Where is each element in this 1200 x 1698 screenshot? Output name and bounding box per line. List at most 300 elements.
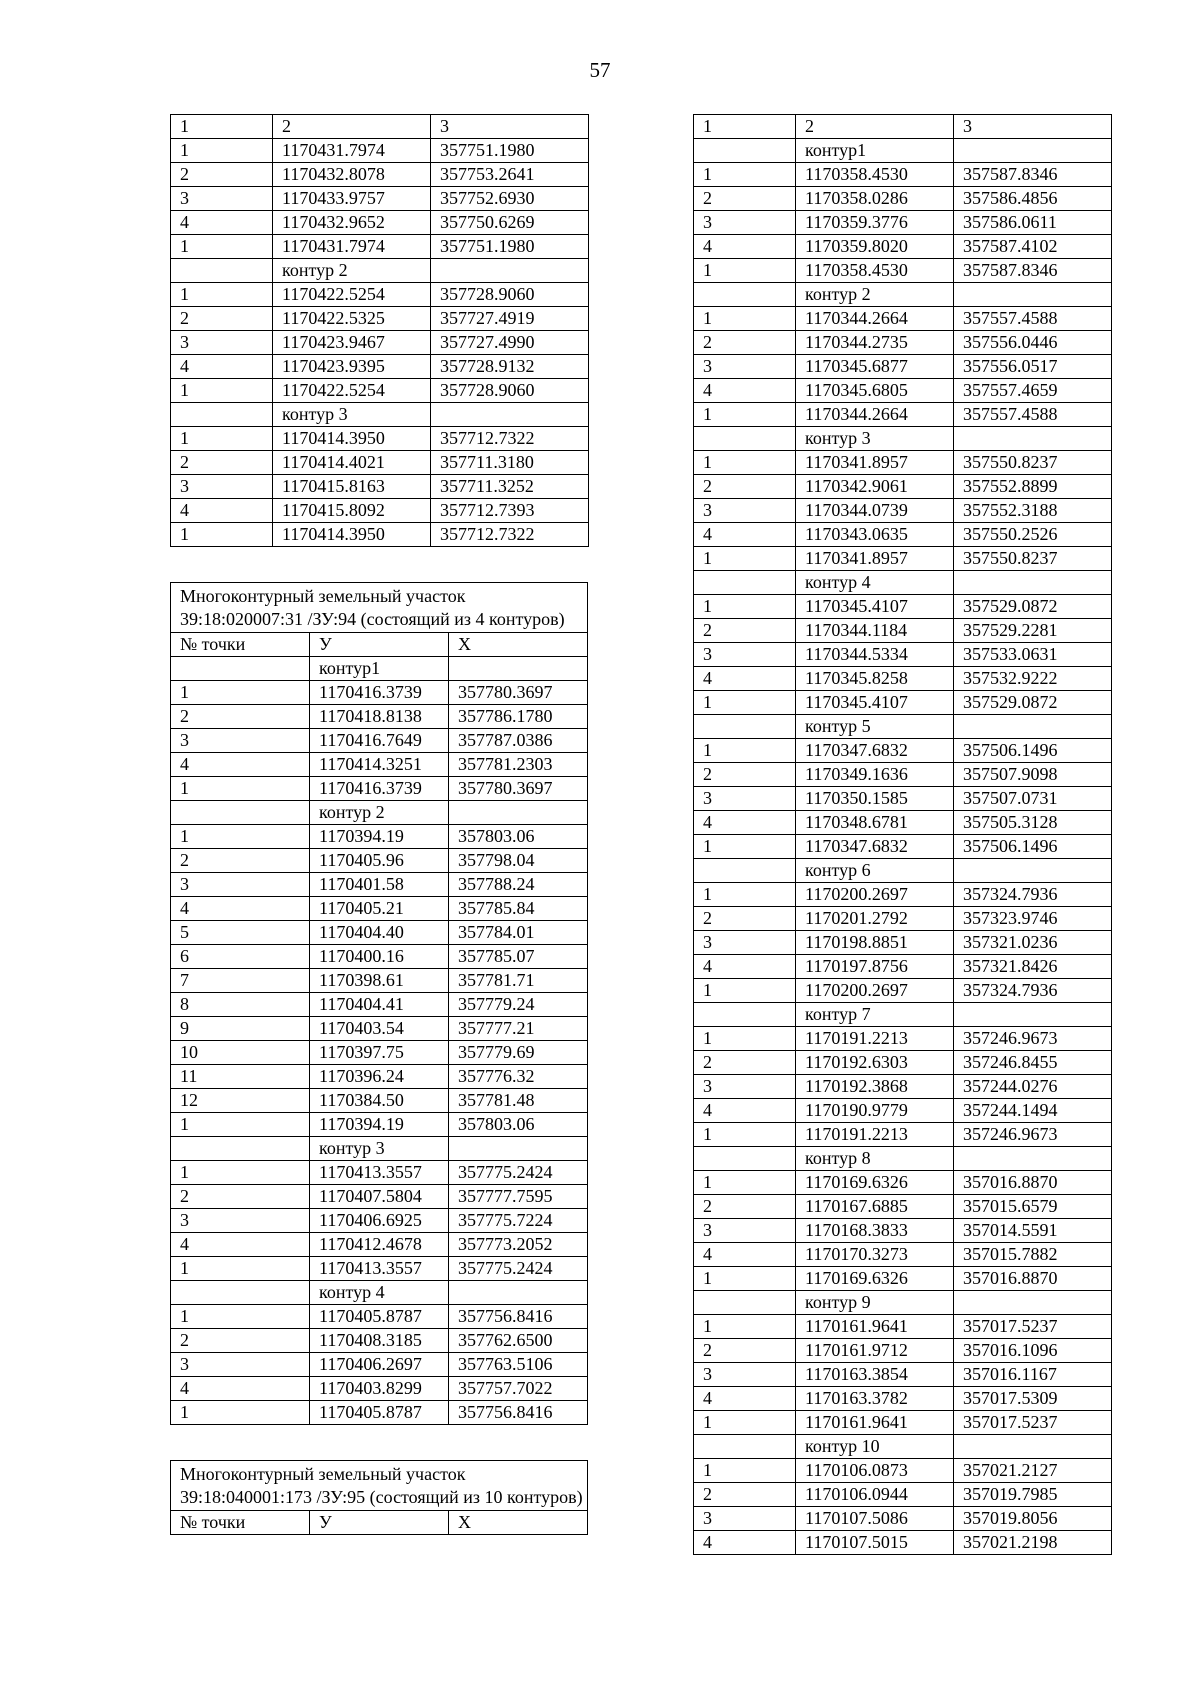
point-number-cell: 1 [171, 681, 310, 705]
y-coordinate-cell: 1170163.3782 [796, 1387, 954, 1411]
table-row [694, 1435, 1112, 1459]
y-coordinate-cell: контур1 [796, 139, 954, 163]
x-coordinate-cell [954, 1147, 1112, 1171]
x-coordinate-cell: 357506.1496 [954, 739, 1112, 763]
x-coordinate-cell: 357015.7882 [954, 1243, 1112, 1267]
point-number-cell: 1 [171, 1113, 310, 1137]
y-coordinate-cell: 1170408.3185 [310, 1329, 449, 1353]
y-coordinate-cell: У [310, 1511, 449, 1535]
y-coordinate-cell: 1170197.8756 [796, 955, 954, 979]
y-coordinate-cell: 1170344.2664 [796, 403, 954, 427]
table-row [171, 1113, 588, 1137]
point-number-cell: 1 [171, 1257, 310, 1281]
y-coordinate-cell: 1170347.6832 [796, 739, 954, 763]
point-number-cell [171, 1137, 310, 1161]
y-coordinate-cell: контур 2 [273, 259, 431, 283]
x-coordinate-cell [954, 571, 1112, 595]
x-coordinate-cell: 357323.9746 [954, 907, 1112, 931]
point-number-cell: 1 [694, 1459, 796, 1483]
point-number-cell: 1 [171, 115, 273, 139]
table-row [694, 427, 1112, 451]
x-coordinate-cell: 357321.8426 [954, 955, 1112, 979]
point-number-cell: 1 [694, 163, 796, 187]
point-number-cell [171, 657, 310, 681]
point-number-cell: 4 [694, 523, 796, 547]
y-coordinate-cell: 1170167.6885 [796, 1195, 954, 1219]
point-number-cell: 1 [171, 139, 273, 163]
x-coordinate-cell: 357785.07 [449, 945, 588, 969]
x-coordinate-cell: 3 [431, 115, 589, 139]
y-coordinate-cell: 1170192.3868 [796, 1075, 954, 1099]
table-row [694, 1243, 1112, 1267]
x-coordinate-cell: 357756.8416 [449, 1401, 588, 1425]
y-coordinate-cell: контур 4 [310, 1281, 449, 1305]
point-number-cell: 2 [171, 163, 273, 187]
x-coordinate-cell: 357728.9060 [431, 379, 589, 403]
y-coordinate-cell: 1170161.9712 [796, 1339, 954, 1363]
point-number-cell [171, 1281, 310, 1305]
x-coordinate-cell: 3 [954, 115, 1112, 139]
y-coordinate-cell: 1170414.3950 [273, 523, 431, 547]
x-coordinate-cell: 357557.4588 [954, 403, 1112, 427]
x-coordinate-cell [431, 259, 589, 283]
x-coordinate-cell [954, 1003, 1112, 1027]
table-row [694, 547, 1112, 571]
x-coordinate-cell: 357773.2052 [449, 1233, 588, 1257]
y-coordinate-cell: 1170169.6326 [796, 1171, 954, 1195]
y-coordinate-cell: 1170358.4530 [796, 163, 954, 187]
point-number-cell: 2 [171, 307, 273, 331]
x-coordinate-cell: 357756.8416 [449, 1305, 588, 1329]
table-row [694, 1363, 1112, 1387]
point-number-cell: 9 [171, 1017, 310, 1041]
table-row [694, 1123, 1112, 1147]
table-caption-row [171, 583, 588, 633]
x-coordinate-cell [954, 715, 1112, 739]
y-coordinate-cell: контур 4 [796, 571, 954, 595]
y-coordinate-cell: контур 3 [273, 403, 431, 427]
point-number-cell [694, 715, 796, 739]
page-number: 57 [589, 58, 611, 82]
point-number-cell: 1 [694, 739, 796, 763]
y-coordinate-cell: 1170418.8138 [310, 705, 449, 729]
x-coordinate-cell: 357803.06 [449, 825, 588, 849]
point-number-cell: 1 [694, 451, 796, 475]
y-coordinate-cell: 1170404.40 [310, 921, 449, 945]
table-row [171, 681, 588, 705]
table-row [694, 403, 1112, 427]
y-coordinate-cell: контур 8 [796, 1147, 954, 1171]
x-coordinate-cell: 357780.3697 [449, 681, 588, 705]
point-number-cell: 1 [694, 883, 796, 907]
table-row [171, 499, 589, 523]
point-number-cell: 3 [171, 873, 310, 897]
point-number-cell: 3 [694, 1219, 796, 1243]
x-coordinate-cell: 357321.0236 [954, 931, 1112, 955]
y-coordinate-cell: контур 9 [796, 1291, 954, 1315]
point-number-cell [694, 139, 796, 163]
y-coordinate-cell: 1170198.8851 [796, 931, 954, 955]
point-number-cell: 1 [694, 403, 796, 427]
x-coordinate-cell: 357712.7393 [431, 499, 589, 523]
point-number-cell: 4 [694, 955, 796, 979]
point-number-cell: 2 [171, 451, 273, 475]
x-coordinate-cell: 357586.4856 [954, 187, 1112, 211]
point-number-cell: 1 [694, 1123, 796, 1147]
y-coordinate-cell: 1170168.3833 [796, 1219, 954, 1243]
point-number-cell: 1 [694, 691, 796, 715]
point-number-cell: 2 [171, 705, 310, 729]
point-number-cell: 8 [171, 993, 310, 1017]
table-row [694, 451, 1112, 475]
table-row [171, 283, 589, 307]
table-row [171, 1377, 588, 1401]
table-header-row [171, 115, 589, 139]
y-coordinate-cell: 1170344.2735 [796, 331, 954, 355]
y-coordinate-cell: 1170405.8787 [310, 1305, 449, 1329]
table-row [694, 1003, 1112, 1027]
x-coordinate-cell: 357550.8237 [954, 547, 1112, 571]
point-number-cell: 3 [171, 1353, 310, 1377]
y-coordinate-cell: 1170345.6805 [796, 379, 954, 403]
y-coordinate-cell: 1170344.1184 [796, 619, 954, 643]
y-coordinate-cell: контур 7 [796, 1003, 954, 1027]
y-coordinate-cell: 1170347.6832 [796, 835, 954, 859]
point-number-cell: 2 [694, 763, 796, 787]
x-coordinate-cell: 357014.5591 [954, 1219, 1112, 1243]
y-coordinate-cell: 1170341.8957 [796, 547, 954, 571]
table-row [694, 1099, 1112, 1123]
x-coordinate-cell: 357557.4588 [954, 307, 1112, 331]
point-number-cell: 3 [171, 331, 273, 355]
point-number-cell: 1 [171, 1305, 310, 1329]
table-header-row [171, 1511, 588, 1535]
y-coordinate-cell: 1170344.0739 [796, 499, 954, 523]
x-coordinate-cell: 357712.7322 [431, 427, 589, 451]
x-coordinate-cell: 357803.06 [449, 1113, 588, 1137]
x-coordinate-cell: 357244.0276 [954, 1075, 1112, 1099]
table-row [171, 825, 588, 849]
y-coordinate-cell: 1170350.1585 [796, 787, 954, 811]
table-row [171, 801, 588, 825]
table-row [171, 451, 589, 475]
x-coordinate-cell: 357781.2303 [449, 753, 588, 777]
table-row [694, 1027, 1112, 1051]
x-coordinate-cell: 357711.3252 [431, 475, 589, 499]
table-row [694, 1483, 1112, 1507]
point-number-cell: 1 [171, 379, 273, 403]
table-row [171, 235, 589, 259]
point-number-cell: 1 [694, 1411, 796, 1435]
y-coordinate-cell: 1170192.6303 [796, 1051, 954, 1075]
point-number-cell: 12 [171, 1089, 310, 1113]
point-number-cell: 3 [694, 1363, 796, 1387]
table-row [171, 331, 589, 355]
y-coordinate-cell: 1170163.3854 [796, 1363, 954, 1387]
point-number-cell: 1 [171, 523, 273, 547]
point-number-cell: 1 [694, 835, 796, 859]
table-row [694, 331, 1112, 355]
y-coordinate-cell: 1170107.5015 [796, 1531, 954, 1555]
x-coordinate-cell: 357587.8346 [954, 163, 1112, 187]
point-number-cell: 3 [171, 729, 310, 753]
y-coordinate-cell: 1170403.8299 [310, 1377, 449, 1401]
x-coordinate-cell: 357712.7322 [431, 523, 589, 547]
x-coordinate-cell: 357552.3188 [954, 499, 1112, 523]
x-coordinate-cell: 357507.9098 [954, 763, 1112, 787]
x-coordinate-cell: 357750.6269 [431, 211, 589, 235]
table-row [694, 787, 1112, 811]
table-row [694, 283, 1112, 307]
point-number-cell [694, 1147, 796, 1171]
table-row [171, 403, 589, 427]
x-coordinate-cell: 357017.5237 [954, 1411, 1112, 1435]
x-coordinate-cell: 357016.8870 [954, 1267, 1112, 1291]
point-number-cell: 4 [171, 753, 310, 777]
coordinates-table [170, 114, 589, 547]
point-number-cell: 1 [694, 595, 796, 619]
x-coordinate-cell: 357246.8455 [954, 1051, 1112, 1075]
x-coordinate-cell [954, 283, 1112, 307]
x-coordinate-cell: 357777.21 [449, 1017, 588, 1041]
point-number-cell: 1 [694, 1267, 796, 1291]
point-number-cell: 2 [694, 907, 796, 931]
table-row [171, 211, 589, 235]
point-number-cell: 4 [171, 211, 273, 235]
x-coordinate-cell: 357775.2424 [449, 1161, 588, 1185]
y-coordinate-cell: 1170413.3557 [310, 1161, 449, 1185]
y-coordinate-cell: 1170406.2697 [310, 1353, 449, 1377]
point-number-cell: 2 [694, 187, 796, 211]
y-coordinate-cell: 1170358.4530 [796, 259, 954, 283]
table-row [171, 187, 589, 211]
point-number-cell: 4 [171, 355, 273, 379]
point-number-cell [694, 571, 796, 595]
table-header-row [171, 633, 588, 657]
y-coordinate-cell: 1170201.2792 [796, 907, 954, 931]
table-row [171, 163, 589, 187]
table-row [694, 1531, 1112, 1555]
table-row [694, 139, 1112, 163]
y-coordinate-cell: 1170349.1636 [796, 763, 954, 787]
table-row [171, 379, 589, 403]
x-coordinate-cell: 357728.9060 [431, 283, 589, 307]
x-coordinate-cell: 357557.4659 [954, 379, 1112, 403]
table-row [171, 729, 588, 753]
table-row [171, 1065, 588, 1089]
x-coordinate-cell: 357324.7936 [954, 883, 1112, 907]
y-coordinate-cell: 1170431.7974 [273, 139, 431, 163]
table-row [694, 379, 1112, 403]
x-coordinate-cell: 357751.1980 [431, 235, 589, 259]
y-coordinate-cell: 2 [273, 115, 431, 139]
x-coordinate-cell: 357781.71 [449, 969, 588, 993]
x-coordinate-cell: 357775.7224 [449, 1209, 588, 1233]
x-coordinate-cell: 357246.9673 [954, 1123, 1112, 1147]
table-row [171, 1185, 588, 1209]
x-coordinate-cell: 357550.8237 [954, 451, 1112, 475]
point-number-cell: 5 [171, 921, 310, 945]
table-caption-row [171, 1461, 588, 1511]
table-row [171, 1401, 588, 1425]
point-number-cell [694, 283, 796, 307]
x-coordinate-cell [449, 1137, 588, 1161]
x-coordinate-cell: 357505.3128 [954, 811, 1112, 835]
y-coordinate-cell: 1170414.3950 [273, 427, 431, 451]
table-row [171, 993, 588, 1017]
point-number-cell: 3 [694, 211, 796, 235]
y-coordinate-cell: 1170200.2697 [796, 979, 954, 1003]
point-number-cell: 1 [694, 115, 796, 139]
table-row [694, 691, 1112, 715]
y-coordinate-cell: 1170345.4107 [796, 595, 954, 619]
x-coordinate-cell: 357752.6930 [431, 187, 589, 211]
point-number-cell [171, 403, 273, 427]
point-number-cell [694, 427, 796, 451]
table-row [171, 1305, 588, 1329]
point-number-cell: 3 [694, 355, 796, 379]
table-row [171, 1089, 588, 1113]
point-number-cell: 2 [694, 331, 796, 355]
y-coordinate-cell: 1170414.3251 [310, 753, 449, 777]
table-row [694, 1459, 1112, 1483]
point-number-cell [694, 859, 796, 883]
x-coordinate-cell: 357788.24 [449, 873, 588, 897]
table-row [694, 667, 1112, 691]
y-coordinate-cell: контур 3 [310, 1137, 449, 1161]
point-number-cell [694, 1435, 796, 1459]
table-row [171, 1329, 588, 1353]
x-coordinate-cell: 357753.2641 [431, 163, 589, 187]
point-number-cell: 4 [694, 667, 796, 691]
y-coordinate-cell: 1170405.21 [310, 897, 449, 921]
table-row [694, 1291, 1112, 1315]
y-coordinate-cell: контур1 [310, 657, 449, 681]
point-number-cell: 1 [694, 307, 796, 331]
y-coordinate-cell: 1170422.5254 [273, 283, 431, 307]
y-coordinate-cell: 1170345.8258 [796, 667, 954, 691]
point-number-cell: 3 [171, 187, 273, 211]
point-number-cell: № точки [171, 1511, 310, 1535]
y-coordinate-cell: контур 6 [796, 859, 954, 883]
point-number-cell: 2 [694, 1051, 796, 1075]
y-coordinate-cell: 1170384.50 [310, 1089, 449, 1113]
x-coordinate-cell: 357780.3697 [449, 777, 588, 801]
x-coordinate-cell: 357529.0872 [954, 595, 1112, 619]
point-number-cell: 3 [694, 499, 796, 523]
x-coordinate-cell [449, 657, 588, 681]
y-coordinate-cell: 1170107.5086 [796, 1507, 954, 1531]
x-coordinate-cell: 357244.1494 [954, 1099, 1112, 1123]
y-coordinate-cell: 1170405.8787 [310, 1401, 449, 1425]
y-coordinate-cell: 1170396.24 [310, 1065, 449, 1089]
table-row [694, 1195, 1112, 1219]
x-coordinate-cell: 357728.9132 [431, 355, 589, 379]
x-coordinate-cell: 357533.0631 [954, 643, 1112, 667]
table-row [694, 211, 1112, 235]
y-coordinate-cell: У [310, 633, 449, 657]
x-coordinate-cell: Х [449, 633, 588, 657]
parcel-95-coordinates-table [693, 114, 1112, 1555]
y-coordinate-cell: 1170413.3557 [310, 1257, 449, 1281]
table-row [171, 475, 589, 499]
x-coordinate-cell [954, 1291, 1112, 1315]
point-number-cell: 3 [171, 1209, 310, 1233]
x-coordinate-cell: 357016.1096 [954, 1339, 1112, 1363]
table-row [694, 1171, 1112, 1195]
x-coordinate-cell: 357784.01 [449, 921, 588, 945]
point-number-cell: 1 [694, 1315, 796, 1339]
table-row [171, 259, 589, 283]
table-row [171, 427, 589, 451]
y-coordinate-cell: 1170416.3739 [310, 681, 449, 705]
y-coordinate-cell: 1170341.8957 [796, 451, 954, 475]
point-number-cell: 4 [694, 811, 796, 835]
y-coordinate-cell: 1170407.5804 [310, 1185, 449, 1209]
x-coordinate-cell [431, 403, 589, 427]
left-column [170, 114, 588, 1535]
y-coordinate-cell: контур 10 [796, 1435, 954, 1459]
table-row [694, 907, 1112, 931]
x-coordinate-cell: 357786.1780 [449, 705, 588, 729]
point-number-cell: 3 [694, 931, 796, 955]
table-row [171, 355, 589, 379]
point-number-cell: 4 [694, 1243, 796, 1267]
point-number-cell: 4 [171, 499, 273, 523]
point-number-cell: 4 [694, 379, 796, 403]
point-number-cell: 3 [171, 475, 273, 499]
x-coordinate-cell [449, 801, 588, 825]
point-number-cell: 1 [694, 1171, 796, 1195]
y-coordinate-cell: 1170423.9467 [273, 331, 431, 355]
x-coordinate-cell: 357787.0386 [449, 729, 588, 753]
x-coordinate-cell: 357529.0872 [954, 691, 1112, 715]
table-row [694, 595, 1112, 619]
table-row [694, 643, 1112, 667]
table-row [171, 1017, 588, 1041]
point-number-cell: 1 [171, 777, 310, 801]
point-number-cell: 11 [171, 1065, 310, 1089]
y-coordinate-cell: 1170422.5254 [273, 379, 431, 403]
x-coordinate-cell [954, 427, 1112, 451]
y-coordinate-cell: 1170344.5334 [796, 643, 954, 667]
x-coordinate-cell: 357727.4919 [431, 307, 589, 331]
y-coordinate-cell: 1170422.5325 [273, 307, 431, 331]
table-row [694, 259, 1112, 283]
table-caption: Многоконтурный земельный участок 39:18:020007:31 /ЗУ:94 (состоящий из 4 контуров) [171, 583, 588, 633]
y-coordinate-cell: 1170431.7974 [273, 235, 431, 259]
table-row [694, 955, 1112, 979]
table-row [694, 499, 1112, 523]
point-number-cell: 2 [171, 1185, 310, 1209]
point-number-cell: 7 [171, 969, 310, 993]
x-coordinate-cell: Х [449, 1511, 588, 1535]
point-number-cell: 1 [694, 259, 796, 283]
x-coordinate-cell: 357507.0731 [954, 787, 1112, 811]
y-coordinate-cell: 1170412.4678 [310, 1233, 449, 1257]
x-coordinate-cell: 357587.8346 [954, 259, 1112, 283]
point-number-cell: 4 [694, 1099, 796, 1123]
table-row [694, 763, 1112, 787]
x-coordinate-cell [954, 859, 1112, 883]
table-row [171, 969, 588, 993]
table-row [171, 1281, 588, 1305]
table-row [694, 1411, 1112, 1435]
table-header-row [694, 115, 1112, 139]
table-row [171, 1161, 588, 1185]
table-row [171, 1353, 588, 1377]
x-coordinate-cell: 357532.9222 [954, 667, 1112, 691]
